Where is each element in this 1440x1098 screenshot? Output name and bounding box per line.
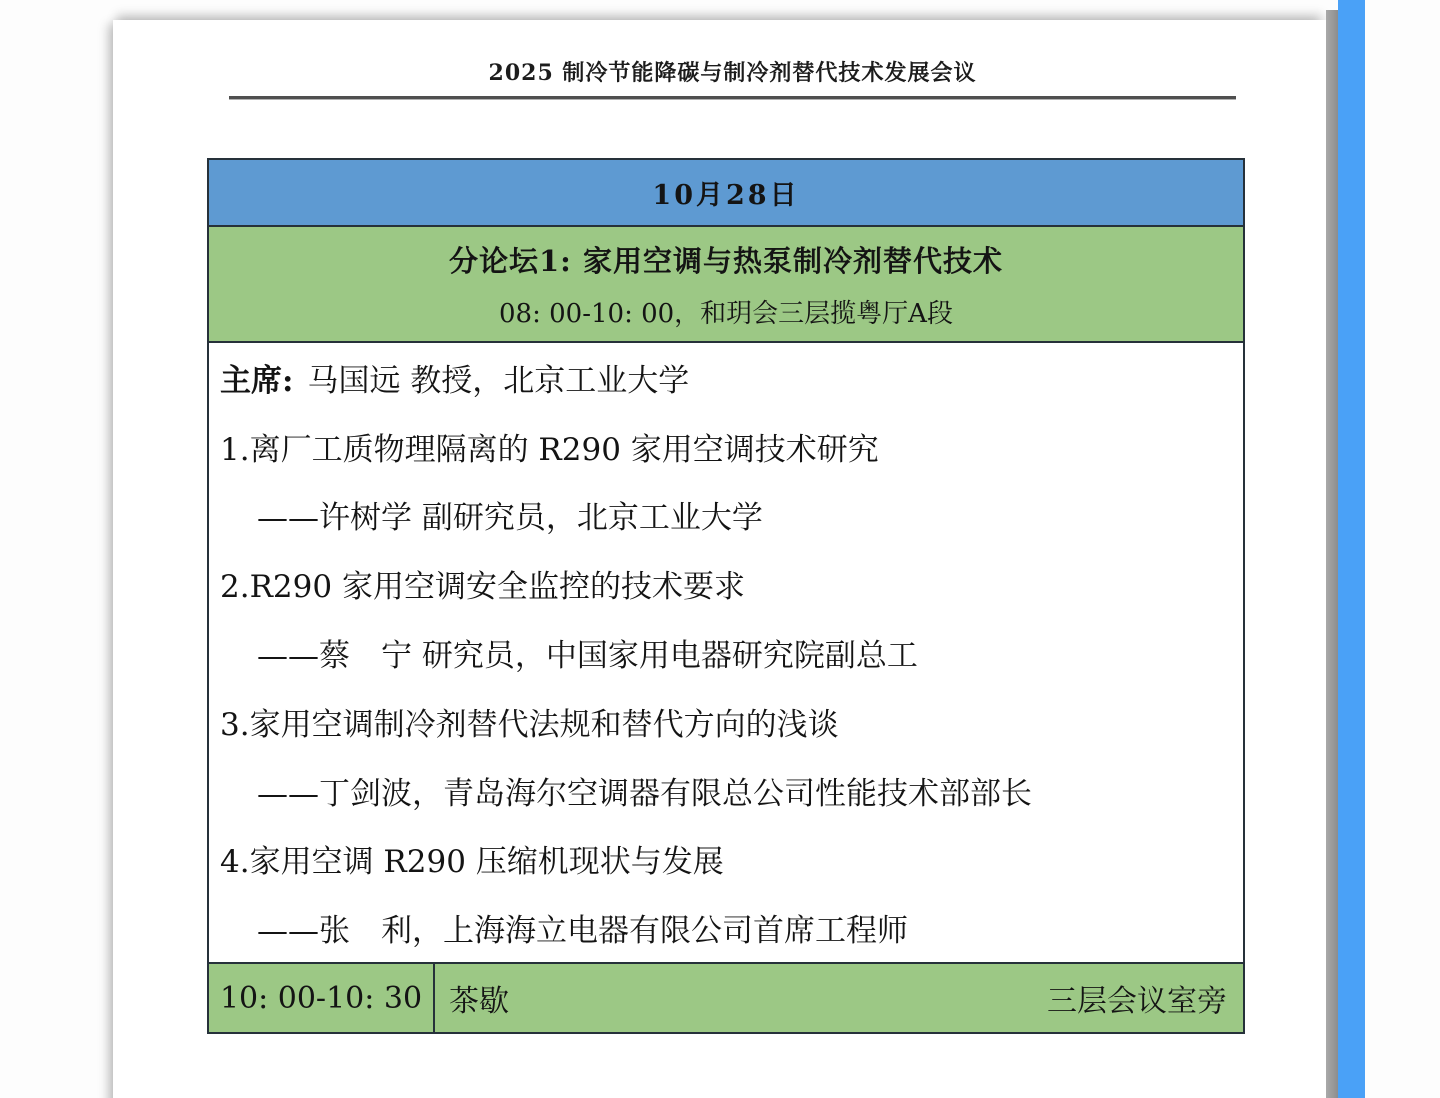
chair-name: 马国远 教授，北京工业大学 xyxy=(307,362,690,399)
session-header-row xyxy=(209,227,1243,343)
break-time: 10: 00-10: 30 xyxy=(209,964,435,1032)
talk-title: 3.家用空调制冷剂替代法规和替代方向的浅谈 xyxy=(220,706,839,743)
talk-presenter: ——丁剑波，青岛海尔空调器有限总公司性能技术部部长 xyxy=(257,775,1032,812)
talk-title: 2.R290 家用空调安全监控的技术要求 xyxy=(220,569,745,606)
talk-title: 4.家用空调 R290 压缩机现状与发展 xyxy=(220,844,724,881)
session-title: 分论坛1: 家用空调与热泵制冷剂替代技术 xyxy=(449,243,1003,278)
break-row xyxy=(209,964,1243,1032)
chair-label: 主席: xyxy=(220,362,294,399)
talk-presenter: ——蔡 宁 研究员，中国家用电器研究院副总工 xyxy=(257,638,918,675)
session-body xyxy=(209,343,1243,964)
right-blue-bar xyxy=(1338,0,1365,1098)
talk-presenter: ——许树学 副研究员，北京工业大学 xyxy=(257,500,763,537)
page-shadow xyxy=(1326,10,1338,1098)
document-page xyxy=(113,20,1326,1098)
break-description xyxy=(435,964,1243,1032)
date-header-row xyxy=(209,160,1243,227)
page-title: 2025 制冷节能降碳与制冷剂替代技术发展会议 xyxy=(488,60,977,86)
document-header xyxy=(229,56,1236,100)
title-divider xyxy=(229,96,1236,100)
session-time-location: 08: 00-10: 00，和玥会三层揽粤厅A段 xyxy=(499,298,953,329)
talk-title: 1.离厂工质物理隔离的 R290 家用空调技术研究 xyxy=(220,431,879,468)
schedule-table xyxy=(207,158,1245,1034)
break-location: 三层会议室旁 xyxy=(1047,984,1227,1019)
talk-presenter: ——张 利，上海海立电器有限公司首席工程师 xyxy=(257,913,908,950)
date-label: 10月28日 xyxy=(652,180,800,211)
chair-line xyxy=(209,343,1243,412)
break-label: 茶歇 xyxy=(449,984,509,1019)
